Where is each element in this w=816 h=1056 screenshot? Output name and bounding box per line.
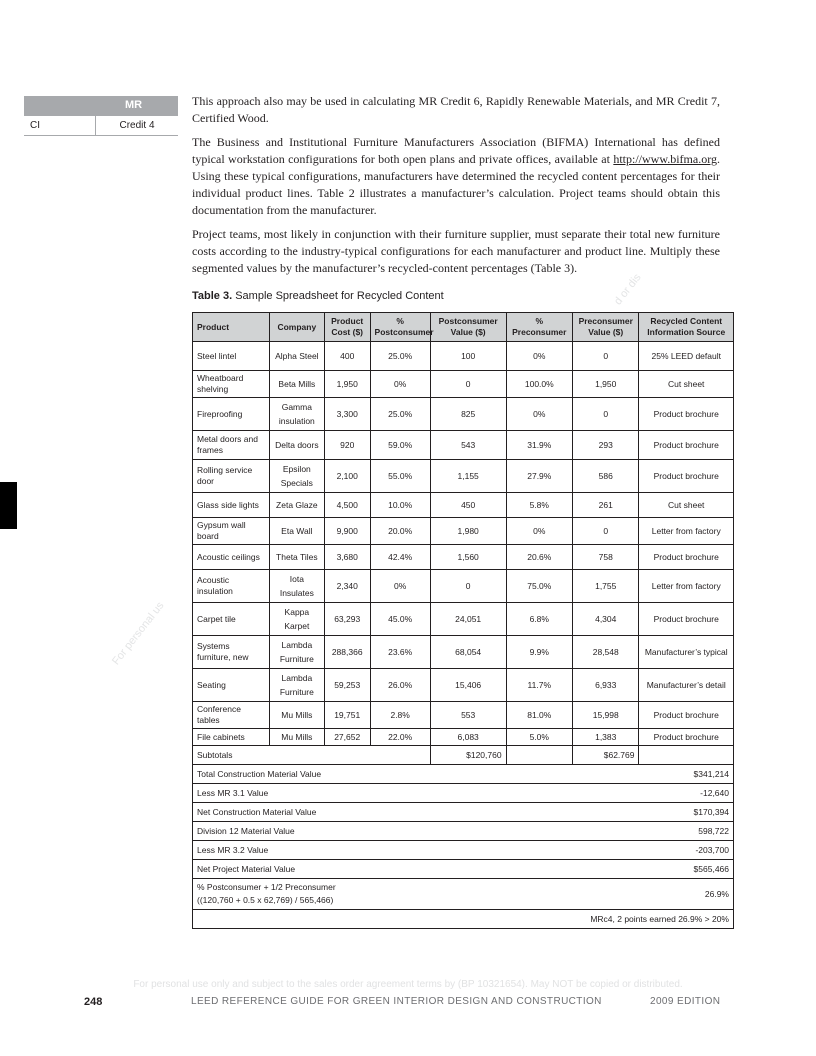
credit-tab (24, 96, 178, 136)
cell-company: Iota Insulates (269, 570, 324, 603)
cell-pct-post: 25.0% (370, 398, 430, 431)
cell-product: Seating (193, 669, 270, 702)
header-info-source: Recycled Content Information Source (639, 313, 734, 342)
watermark-line: For personal use only and subject to the sales order agreement terms by (BP 10321654). May NOT be copied or distributed. (133, 979, 683, 990)
table-row (193, 460, 734, 493)
cell-pct-post: 59.0% (370, 431, 430, 460)
cell-post-value: 100 (430, 342, 506, 371)
total-label: Less MR 3.1 Value (193, 784, 431, 803)
cell-product: Metal doors and frames (193, 431, 270, 460)
cell-pct-pre: 5.8% (506, 493, 572, 518)
cell-pct-pre: 6.8% (506, 603, 572, 636)
subtotal-empty (506, 746, 572, 765)
cell-product: Carpet tile (193, 603, 270, 636)
cell-pct-pre: 0% (506, 398, 572, 431)
total-row (193, 803, 734, 822)
header-company: Company (269, 313, 324, 342)
cell-pct-pre: 20.6% (506, 545, 572, 570)
table-caption-label: Table 3. (192, 290, 233, 302)
total-value: $565,466 (430, 860, 733, 879)
table-row (193, 669, 734, 702)
table-row (193, 342, 734, 371)
subtotals-label: Subtotals (193, 746, 431, 765)
cell-post-value: 543 (430, 431, 506, 460)
subtotals-row (193, 746, 734, 765)
cell-product: Steel lintel (193, 342, 270, 371)
cell-source: Product brochure (639, 729, 734, 746)
cell-product: Wheatboard shelving (193, 371, 270, 398)
table-row (193, 398, 734, 431)
cell-company: Delta doors (269, 431, 324, 460)
subtotal-empty (639, 746, 734, 765)
total-value: $170,394 (430, 803, 733, 822)
total-row (193, 784, 734, 803)
cell-cost: 288,366 (324, 636, 370, 669)
credit-category: MR (125, 99, 143, 111)
cell-product: Acoustic ceilings (193, 545, 270, 570)
cell-pct-post: 20.0% (370, 518, 430, 545)
cell-post-value: 0 (430, 570, 506, 603)
cell-company: Zeta Glaze (269, 493, 324, 518)
cell-source: Product brochure (639, 431, 734, 460)
cell-pct-post: 42.4% (370, 545, 430, 570)
cell-cost: 400 (324, 342, 370, 371)
table-row (193, 702, 734, 729)
percent-value: 26.9% (430, 879, 733, 910)
cell-pct-post: 22.0% (370, 729, 430, 746)
cell-pre-value: 28,548 (573, 636, 639, 669)
cell-company: Theta Tiles (269, 545, 324, 570)
total-row (193, 765, 734, 784)
header-pct-preconsumer: % Preconsumer (506, 313, 572, 342)
table-row (193, 493, 734, 518)
cell-company: Mu Mills (269, 702, 324, 729)
cell-pre-value: 261 (573, 493, 639, 518)
cell-pct-post: 26.0% (370, 669, 430, 702)
cell-pct-pre: 9.9% (506, 636, 572, 669)
cell-post-value: 1,155 (430, 460, 506, 493)
cell-source: Manufacturer’s typical (639, 636, 734, 669)
cell-post-value: 825 (430, 398, 506, 431)
table-row (193, 603, 734, 636)
body-text (192, 93, 720, 284)
cell-cost: 1,950 (324, 371, 370, 398)
cell-pre-value: 1,950 (573, 371, 639, 398)
cell-pct-post: 25.0% (370, 342, 430, 371)
credit-number-label: Credit 4 (119, 120, 155, 131)
table-header-row (193, 313, 734, 342)
cell-company: Alpha Steel (269, 342, 324, 371)
percent-label-line2: ((120,760 + 0.5 x 62,769) / 565,466) (197, 895, 334, 905)
cell-source: 25% LEED default (639, 342, 734, 371)
cell-pct-post: 45.0% (370, 603, 430, 636)
paragraph-2-start: The Business and Institutional Furniture Manufacturers Association (BIFMA) International has defined typical workstation configurations for both open plans and private offices, available at (192, 135, 720, 166)
table-row (193, 545, 734, 570)
total-label: Division 12 Material Value (193, 822, 431, 841)
cell-cost: 2,340 (324, 570, 370, 603)
cell-product: Fireproofing (193, 398, 270, 431)
cell-pre-value: 1,755 (573, 570, 639, 603)
cell-pre-value: 6,933 (573, 669, 639, 702)
cell-source: Letter from factory (639, 570, 734, 603)
cell-pre-value: 0 (573, 342, 639, 371)
cell-product: Gypsum wall board (193, 518, 270, 545)
total-label: Less MR 3.2 Value (193, 841, 431, 860)
cell-post-value: 1,560 (430, 545, 506, 570)
cell-pct-post: 0% (370, 570, 430, 603)
cell-pre-value: 758 (573, 545, 639, 570)
total-label: Net Construction Material Value (193, 803, 431, 822)
watermark-diagonal: d or dis (612, 271, 644, 308)
table-row (193, 431, 734, 460)
paragraph-3: Project teams, most likely in conjunction with their furniture supplier, must separate their total new furniture costs according to the industry-typical configurations for each manufacturer and product line. Multiply these segmented values by the manufacturer’s recycled-content percentages (Table 3). (192, 227, 720, 275)
table-row (193, 371, 734, 398)
footer-title: LEED REFERENCE GUIDE FOR GREEN INTERIOR DESIGN AND CONSTRUCTION (191, 996, 602, 1007)
cell-company: Gamma insulation (269, 398, 324, 431)
cell-pct-pre: 5.0% (506, 729, 572, 746)
cell-source: Product brochure (639, 702, 734, 729)
cell-cost: 4,500 (324, 493, 370, 518)
total-label: Net Project Material Value (193, 860, 431, 879)
total-value: -12,640 (430, 784, 733, 803)
cell-pct-post: 55.0% (370, 460, 430, 493)
cell-product: Systems furniture, new (193, 636, 270, 669)
total-value: -203,700 (430, 841, 733, 860)
cell-cost: 2,100 (324, 460, 370, 493)
table-caption-text: Sample Spreadsheet for Recycled Content (232, 290, 444, 302)
total-row (193, 860, 734, 879)
total-row (193, 822, 734, 841)
cell-source: Product brochure (639, 398, 734, 431)
cell-post-value: 24,051 (430, 603, 506, 636)
header-pct-postconsumer: % Postconsumer (370, 313, 430, 342)
cell-source: Letter from factory (639, 518, 734, 545)
cell-cost: 63,293 (324, 603, 370, 636)
cell-post-value: 450 (430, 493, 506, 518)
cell-pre-value: 293 (573, 431, 639, 460)
total-row (193, 841, 734, 860)
cell-post-value: 553 (430, 702, 506, 729)
page-number: 248 (84, 996, 103, 1008)
header-product: Product (193, 313, 270, 342)
cell-cost: 920 (324, 431, 370, 460)
cell-company: Kappa Karpet (269, 603, 324, 636)
cell-pct-pre: 0% (506, 518, 572, 545)
credit-tab-header (24, 96, 178, 116)
cell-source: Cut sheet (639, 371, 734, 398)
cell-cost: 9,900 (324, 518, 370, 545)
percent-row (193, 879, 734, 910)
recycled-content-table (192, 312, 734, 929)
cell-pct-pre: 11.7% (506, 669, 572, 702)
cell-post-value: 6,083 (430, 729, 506, 746)
credit-tab-row (24, 116, 178, 136)
total-value: $341,214 (430, 765, 733, 784)
cell-pct-post: 2.8% (370, 702, 430, 729)
cell-pre-value: 586 (573, 460, 639, 493)
cell-post-value: 1,980 (430, 518, 506, 545)
cell-source: Cut sheet (639, 493, 734, 518)
table-row (193, 518, 734, 545)
cell-company: Lambda Furniture (269, 669, 324, 702)
cell-company: Beta Mills (269, 371, 324, 398)
paragraph-2-end: . Using these typical configurations, manufacturers have determined the recycled content percentages for their individual product lines. Table 2 illustrates a manufacturer’s calculation. Project teams should obtain this documentation from the manufacturer. (192, 152, 720, 217)
total-value: 598,722 (430, 822, 733, 841)
percent-label (193, 879, 431, 910)
cell-cost: 27,652 (324, 729, 370, 746)
total-label: Total Construction Material Value (193, 765, 431, 784)
result-note: MRc4, 2 points earned 26.9% > 20% (193, 910, 734, 929)
cell-pct-post: 10.0% (370, 493, 430, 518)
cell-pct-pre: 27.9% (506, 460, 572, 493)
cell-pct-pre: 31.9% (506, 431, 572, 460)
cell-company: Eta Wall (269, 518, 324, 545)
cell-product: Glass side lights (193, 493, 270, 518)
cell-pct-post: 23.6% (370, 636, 430, 669)
cell-product: Acoustic insulation (193, 570, 270, 603)
cell-pre-value: 15,998 (573, 702, 639, 729)
subtotal-preconsumer: $62.769 (573, 746, 639, 765)
table-caption (192, 290, 444, 302)
cell-company: Mu Mills (269, 729, 324, 746)
cell-cost: 3,300 (324, 398, 370, 431)
cell-pct-post: 0% (370, 371, 430, 398)
cell-pre-value: 1,383 (573, 729, 639, 746)
cell-post-value: 15,406 (430, 669, 506, 702)
cell-pct-pre: 75.0% (506, 570, 572, 603)
table-row (193, 636, 734, 669)
paragraph-1: This approach also may be used in calculating MR Credit 6, Rapidly Renewable Materials, and MR Credit 7, Certified Wood. (192, 94, 720, 125)
chapter-thumb-tab (0, 482, 17, 529)
bifma-link[interactable]: http://www.bifma.org (613, 152, 717, 166)
cell-pre-value: 0 (573, 518, 639, 545)
header-product-cost: Product Cost ($) (324, 313, 370, 342)
cell-pct-pre: 81.0% (506, 702, 572, 729)
footer-edition: 2009 EDITION (650, 996, 721, 1007)
result-row (193, 910, 734, 929)
cell-product: File cabinets (193, 729, 270, 746)
cell-product: Rolling service door (193, 460, 270, 493)
cell-source: Product brochure (639, 603, 734, 636)
cell-cost: 3,680 (324, 545, 370, 570)
cell-company: Lambda Furniture (269, 636, 324, 669)
cell-source: Manufacturer’s detail (639, 669, 734, 702)
subtotal-postconsumer: $120,760 (430, 746, 506, 765)
percent-label-line1: % Postconsumer + 1/2 Preconsumer (197, 882, 336, 892)
cell-pre-value: 0 (573, 398, 639, 431)
cell-cost: 19,751 (324, 702, 370, 729)
cell-company: Epsilon Specials (269, 460, 324, 493)
table-row (193, 729, 734, 746)
watermark-diagonal: For personal us (110, 599, 167, 668)
cell-pct-pre: 0% (506, 342, 572, 371)
cell-pct-pre: 100.0% (506, 371, 572, 398)
table-row (193, 570, 734, 603)
header-preconsumer-value: Preconsumer Value ($) (573, 313, 639, 342)
rating-system-label: CI (24, 116, 96, 135)
cell-product: Conference tables (193, 702, 270, 729)
cell-pre-value: 4,304 (573, 603, 639, 636)
cell-cost: 59,253 (324, 669, 370, 702)
cell-source: Product brochure (639, 545, 734, 570)
cell-source: Product brochure (639, 460, 734, 493)
paragraph-2 (192, 134, 720, 219)
cell-post-value: 0 (430, 371, 506, 398)
header-postconsumer-value: Postconsumer Value ($) (430, 313, 506, 342)
cell-post-value: 68,054 (430, 636, 506, 669)
